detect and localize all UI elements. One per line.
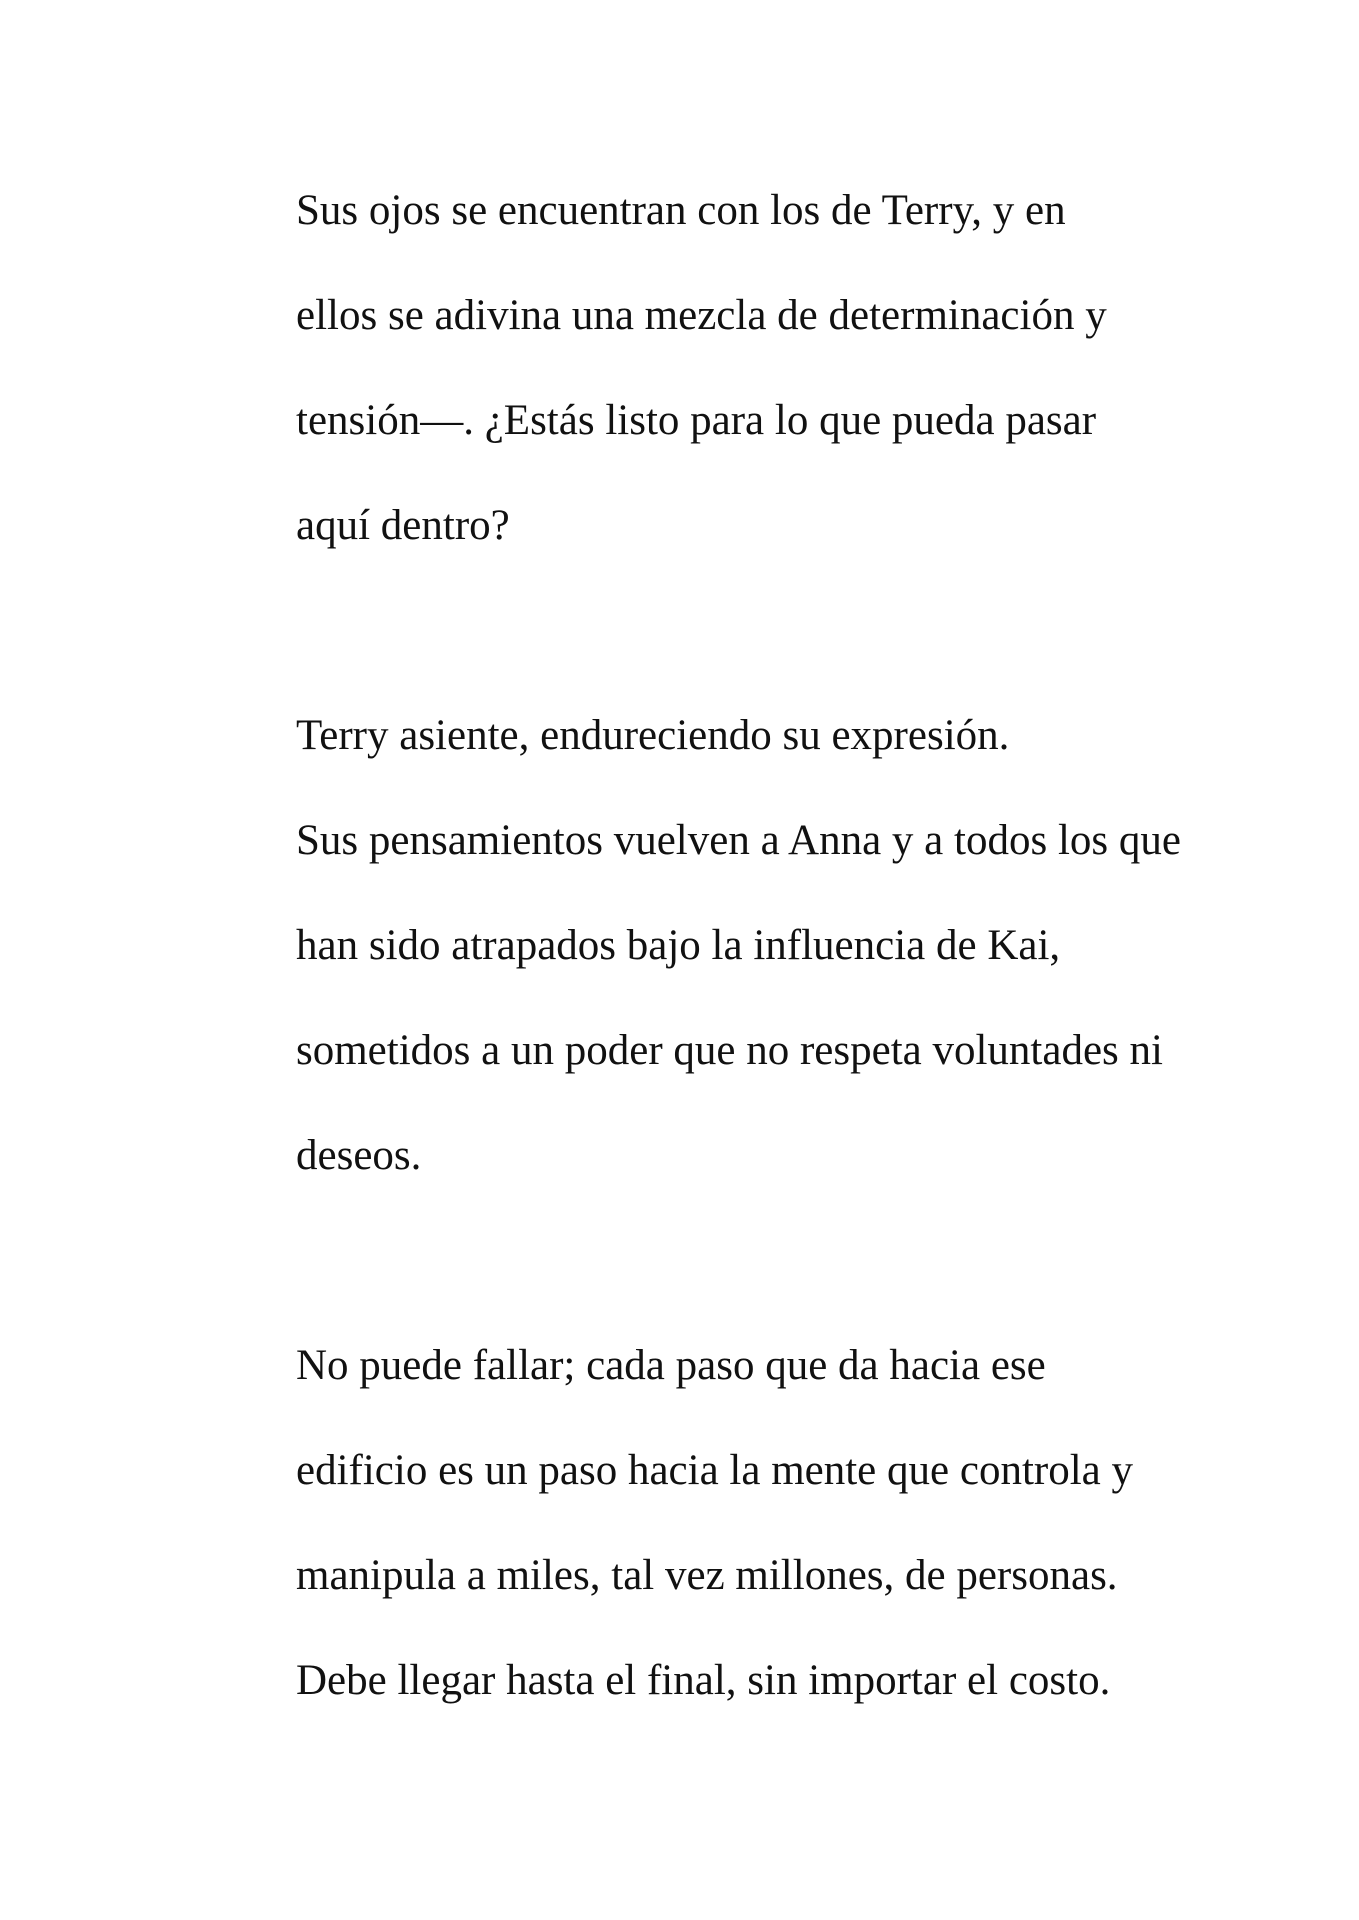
text-line: aquí dentro? — [296, 502, 510, 549]
body-text — [166, 158, 1206, 1838]
text-line: tensión—. ¿Estás listo para lo que pueda pasar — [296, 397, 1097, 444]
text-line: ellos se adivina una mezcla de determinación y — [296, 292, 1107, 339]
text-line: Sus ojos se encuentran con los de Terry, y en — [296, 187, 1066, 234]
text-line: han sido atrapados bajo la influencia de Kai, — [296, 922, 1061, 969]
paragraph-3 — [166, 1313, 1206, 1733]
text-line: edificio es un paso hacia la mente que controla y — [296, 1447, 1133, 1494]
text-line: No puede fallar; cada paso que da hacia ese — [296, 1342, 1046, 1389]
text-line: Sus pensamientos vuelven a Anna y a todos los que — [296, 817, 1181, 864]
text-line: deseos. — [296, 1132, 422, 1179]
text-line: Terry asiente, endureciendo su expresión. — [296, 712, 1010, 759]
text-line: manipula a miles, tal vez millones, de personas. — [296, 1552, 1118, 1599]
paragraph-2 — [166, 683, 1206, 1208]
text-line: Debe llegar hasta el final, sin importar el costo. — [296, 1657, 1111, 1704]
text-line: sometidos a un poder que no respeta voluntades ni — [296, 1027, 1163, 1074]
paragraph-1 — [166, 158, 1206, 578]
